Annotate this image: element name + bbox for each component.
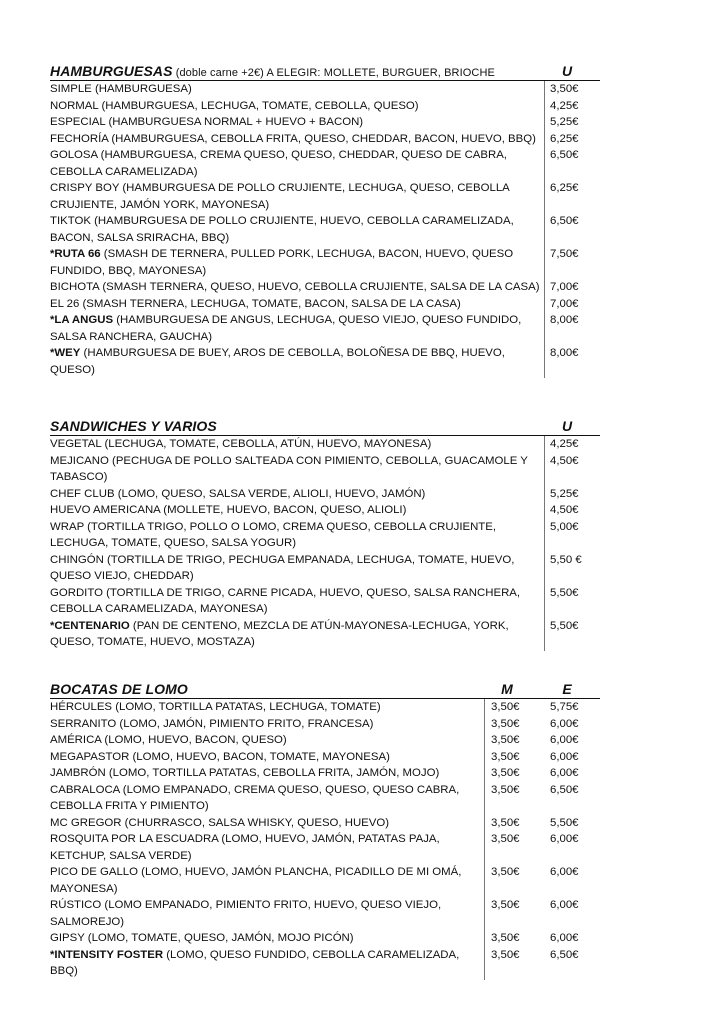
item-description: [50, 765, 484, 782]
menu-item: [50, 864, 600, 897]
item-price: 6,00€: [550, 833, 579, 845]
item-name: *LA ANGUS: [50, 314, 114, 326]
section-body: [50, 81, 600, 378]
item-price: 7,00€: [550, 281, 579, 293]
item-text: FECHORÍA (HAMBURGUESA, CEBOLLA FRITA, QUESO, CHEDDAR, BACON, HUEVO, BBQ): [50, 132, 536, 145]
item-price: 3,50€: [491, 866, 520, 878]
item-description: [50, 180, 544, 213]
item-description: [50, 716, 484, 733]
item-price: 3,50€: [491, 816, 520, 829]
item-description: [50, 246, 544, 279]
item-price: 6,25€: [550, 182, 579, 194]
item-description: [50, 453, 544, 486]
item-description: [50, 98, 544, 115]
item-price: 6,25€: [550, 132, 579, 145]
menu-item: [50, 453, 600, 486]
item-price: 3,50€: [491, 717, 520, 730]
item-text: HÉRCULES (LOMO, TORTILLA PATATAS, LECHUGA, TOMATE): [50, 701, 381, 713]
item-description: [50, 436, 544, 453]
item-description: [50, 131, 544, 148]
item-description: [50, 749, 484, 766]
item-text: GORDITO (TORTILLA DE TRIGO, CARNE PICADA, HUEVO, QUESO, SALSA RANCHERA, CEBOLLA CARAMELIZADA, MAYONESA): [50, 586, 521, 615]
item-price: 3,50€: [491, 783, 520, 796]
item-price: 6,50€: [550, 149, 579, 161]
item-text: JAMBRÓN (LOMO, TORTILLA PATATAS, CEBOLLA FRITA, JAMÓN, MOJO): [50, 767, 440, 779]
menu-item: [50, 897, 600, 930]
item-description: [50, 782, 484, 815]
item-list: [50, 81, 600, 378]
item-price: 3,50€: [491, 932, 520, 944]
item-description: [50, 114, 544, 131]
item-description: [50, 618, 544, 651]
menu-item: [50, 486, 600, 503]
item-price: 3,50€: [550, 83, 579, 95]
item-description: [50, 552, 544, 585]
item-description: [50, 147, 544, 180]
menu-item: [50, 930, 600, 947]
item-text: (PAN DE CENTENO, MEZCLA DE ATÚN-MAYONESA-LECHUGA, YORK, QUESO, TOMATE, HUEVO, MOSTAZA): [50, 619, 509, 648]
item-name: *INTENSITY FOSTER: [50, 948, 164, 961]
item-price: 8,00€: [550, 347, 579, 359]
column-header-u: U: [561, 418, 573, 434]
item-description: [50, 585, 544, 618]
item-text: CABRALOCA (LOMO EMPANADO, CREMA QUESO, QUESO, QUESO CABRA, CEBOLLA FRITA Y PIMIENTO): [50, 783, 460, 812]
item-text: AMÉRICA (LOMO, HUEVO, BACON, QUESO): [50, 734, 287, 746]
item-text: CRISPY BOY (HAMBURGUESA DE POLLO CRUJIENTE, LECHUGA, QUESO, CEBOLLA CRUJIENTE, JAMÓN YORK, MAYONESA): [50, 182, 510, 211]
item-price: 6,50€: [550, 783, 579, 796]
item-price: 5,75€: [550, 701, 579, 713]
item-description: [50, 699, 484, 716]
section-body: [50, 436, 600, 651]
item-description: [50, 345, 544, 378]
item-price: 3,50€: [491, 701, 520, 713]
item-price: 4,50€: [550, 454, 579, 467]
item-text: BICHOTA (SMASH TERNERA, QUESO, HUEVO, CEBOLLA CRUJIENTE, SALSA DE LA CASA): [50, 281, 540, 293]
item-price: 5,50€: [550, 586, 579, 599]
item-description: [50, 213, 544, 246]
item-price: 6,00€: [550, 767, 579, 779]
menu-item: [50, 947, 600, 980]
item-price: 4,50€: [550, 504, 579, 516]
section-hamburguesas: [50, 62, 600, 378]
item-price: 6,00€: [550, 932, 579, 944]
item-list: [50, 436, 600, 651]
item-price: 6,00€: [550, 750, 579, 763]
item-price: 3,50€: [491, 833, 520, 845]
item-price: 3,50€: [491, 750, 520, 763]
item-price: 5,50€: [550, 816, 579, 829]
item-text: EL 26 (SMASH TERNERA, LECHUGA, TOMATE, BACON, SALSA DE LA CASA): [50, 297, 461, 310]
item-description: [50, 279, 544, 296]
menu-item: [50, 131, 600, 148]
menu-item: [50, 180, 600, 213]
menu-item: [50, 585, 600, 618]
item-price: 5,00€: [550, 520, 579, 533]
menu-item: [50, 213, 600, 246]
menu-item: [50, 345, 600, 378]
item-text: MEGAPASTOR (LOMO, HUEVO, BACON, TOMATE, MAYONESA): [50, 750, 390, 763]
item-list: [50, 699, 600, 980]
item-price: 5,50€: [550, 619, 579, 632]
item-text: NORMAL (HAMBURGUESA, LECHUGA, TOMATE, CEBOLLA, QUESO): [50, 99, 419, 112]
item-name: *RUTA 66: [50, 248, 101, 260]
menu-item: [50, 98, 600, 115]
menu-item: [50, 782, 600, 815]
menu-item: [50, 618, 600, 651]
item-price: 7,00€: [550, 297, 579, 310]
item-price: 7,50€: [550, 248, 579, 260]
column-header-u: U: [561, 63, 573, 79]
item-price: 5,25€: [550, 116, 579, 128]
item-price: 3,50€: [491, 734, 520, 746]
column-header-m: M: [501, 681, 513, 697]
item-description: [50, 312, 544, 345]
item-description: [50, 864, 484, 897]
section-title: BOCATAS DE LOMO: [50, 681, 188, 697]
menu-item: [50, 552, 600, 585]
item-description: [50, 486, 544, 503]
menu-item: [50, 147, 600, 180]
section-title: SANDWICHES Y VARIOS: [50, 418, 217, 434]
menu-item: [50, 765, 600, 782]
item-text: RÚSTICO (LOMO EMPANADO, PIMIENTO FRITO, HUEVO, QUESO VIEJO, SALMOREJO): [50, 899, 442, 928]
item-price: 6,50€: [550, 215, 579, 227]
item-price: 3,50€: [491, 948, 520, 961]
item-text: TIKTOK (HAMBURGUESA DE POLLO CRUJIENTE, HUEVO, CEBOLLA CARAMELIZADA, BACON, SALSA SRIRACHA, BBQ): [50, 215, 514, 244]
item-text: (HAMBURGUESA DE ANGUS, LECHUGA, QUESO VIEJO, QUESO FUNDIDO, SALSA RANCHERA, GAUCHA): [50, 314, 522, 343]
item-price: 4,25€: [550, 99, 579, 112]
item-text: VEGETAL (LECHUGA, TOMATE, CEBOLLA, ATÚN, HUEVO, MAYONESA): [50, 438, 432, 450]
item-text: PICO DE GALLO (LOMO, HUEVO, JAMÓN PLANCHA, PICADILLO DE MI OMÁ, MAYONESA): [50, 866, 462, 895]
item-text: (LOMO, QUESO FUNDIDO, CEBOLLA CARAMELIZADA, BBQ): [50, 948, 460, 977]
section-header: [50, 62, 600, 81]
item-text: GOLOSA (HAMBURGUESA, CREMA QUESO, QUESO, CHEDDAR, QUESO DE CABRA, CEBOLLA CARAMELIZADA): [50, 149, 507, 178]
item-description: [50, 519, 544, 552]
item-description: [50, 815, 484, 832]
item-price: 8,00€: [550, 314, 579, 326]
item-text: WRAP (TORTILLA TRIGO, POLLO O LOMO, CREMA QUESO, CEBOLLA CRUJIENTE, LECHUGA, TOMATE, QUESO, SALSA YOGUR): [50, 520, 497, 549]
section-note: (doble carne +2€) A ELEGIR: MOLLETE, BURGUER, BRIOCHE: [172, 67, 495, 79]
section-bocatas: [50, 680, 600, 980]
menu-item: [50, 749, 600, 766]
section-header: [50, 680, 600, 699]
item-text: ROSQUITA POR LA ESCUADRA (LOMO, HUEVO, JAMÓN, PATATAS PAJA, KETCHUP, SALSA VERDE): [50, 833, 440, 862]
item-price: 3,50€: [491, 899, 520, 911]
item-description: [50, 81, 544, 98]
menu-item: [50, 519, 600, 552]
section-title: HAMBURGUESAS (doble carne +2€) A ELEGIR: MOLLETE, BURGUER, BRIOCHE: [50, 63, 495, 79]
item-price: 6,00€: [550, 734, 579, 746]
menu-item: [50, 312, 600, 345]
item-description: [50, 502, 544, 519]
menu-item: [50, 831, 600, 864]
section-sandwiches: [50, 417, 600, 651]
menu-item: [50, 81, 600, 98]
item-text: SIMPLE (HAMBURGUESA): [50, 83, 192, 95]
item-price: 5,50 €: [550, 553, 582, 566]
menu-item: [50, 716, 600, 733]
menu-item: [50, 296, 600, 313]
item-text: GIPSY (LOMO, TOMATE, QUESO, JAMÓN, MOJO PICÓN): [50, 932, 354, 944]
item-text: (SMASH DE TERNERA, PULLED PORK, LECHUGA, BACON, HUEVO, QUESO FUNDIDO, BBQ, MAYONESA): [50, 248, 514, 277]
item-description: [50, 296, 544, 313]
item-price: 3,50€: [491, 767, 520, 779]
item-description: [50, 732, 484, 749]
menu-item: [50, 279, 600, 296]
menu-item: [50, 114, 600, 131]
menu-item: [50, 436, 600, 453]
item-name: *CENTENARIO: [50, 619, 130, 632]
item-description: [50, 831, 484, 864]
item-text: ESPECIAL (HAMBURGUESA NORMAL + HUEVO + BACON): [50, 116, 364, 128]
section-body: [50, 699, 600, 980]
item-description: [50, 897, 484, 930]
item-price: 6,00€: [550, 899, 579, 911]
item-text: CHINGÓN (TORTILLA DE TRIGO, PECHUGA EMPANADA, LECHUGA, TOMATE, HUEVO, QUESO VIEJO, CHEDDAR): [50, 553, 515, 582]
item-text: MC GREGOR (CHURRASCO, SALSA WHISKY, QUESO, HUEVO): [50, 816, 390, 829]
menu-item: [50, 246, 600, 279]
item-text: MEJICANO (PECHUGA DE POLLO SALTEADA CON PIMIENTO, CEBOLLA, GUACAMOLE Y TABASCO): [50, 454, 528, 483]
menu-item: [50, 502, 600, 519]
item-text: CHEF CLUB (LOMO, QUESO, SALSA VERDE, ALIOLI, HUEVO, JAMÓN): [50, 487, 426, 500]
item-text: (HAMBURGUESA DE BUEY, AROS DE CEBOLLA, BOLOÑESA DE BBQ, HUEVO, QUESO): [50, 347, 505, 376]
item-price: 5,25€: [550, 487, 579, 500]
item-price: 6,00€: [550, 866, 579, 878]
menu-item: [50, 732, 600, 749]
item-price: 6,50€: [550, 948, 579, 961]
item-name: *WEY: [50, 347, 81, 359]
item-text: SERRANITO (LOMO, JAMÓN, PIMIENTO FRITO, FRANCESA): [50, 717, 374, 730]
section-header: [50, 417, 600, 436]
column-header-e: E: [562, 681, 572, 697]
item-price: 6,00€: [550, 717, 579, 730]
item-text: HUEVO AMERICANA (MOLLETE, HUEVO, BACON, QUESO, ALIOLI): [50, 504, 407, 516]
item-description: [50, 930, 484, 947]
item-description: [50, 947, 484, 980]
item-price: 4,25€: [550, 438, 579, 450]
menu-item: [50, 815, 600, 832]
menu-item: [50, 699, 600, 716]
